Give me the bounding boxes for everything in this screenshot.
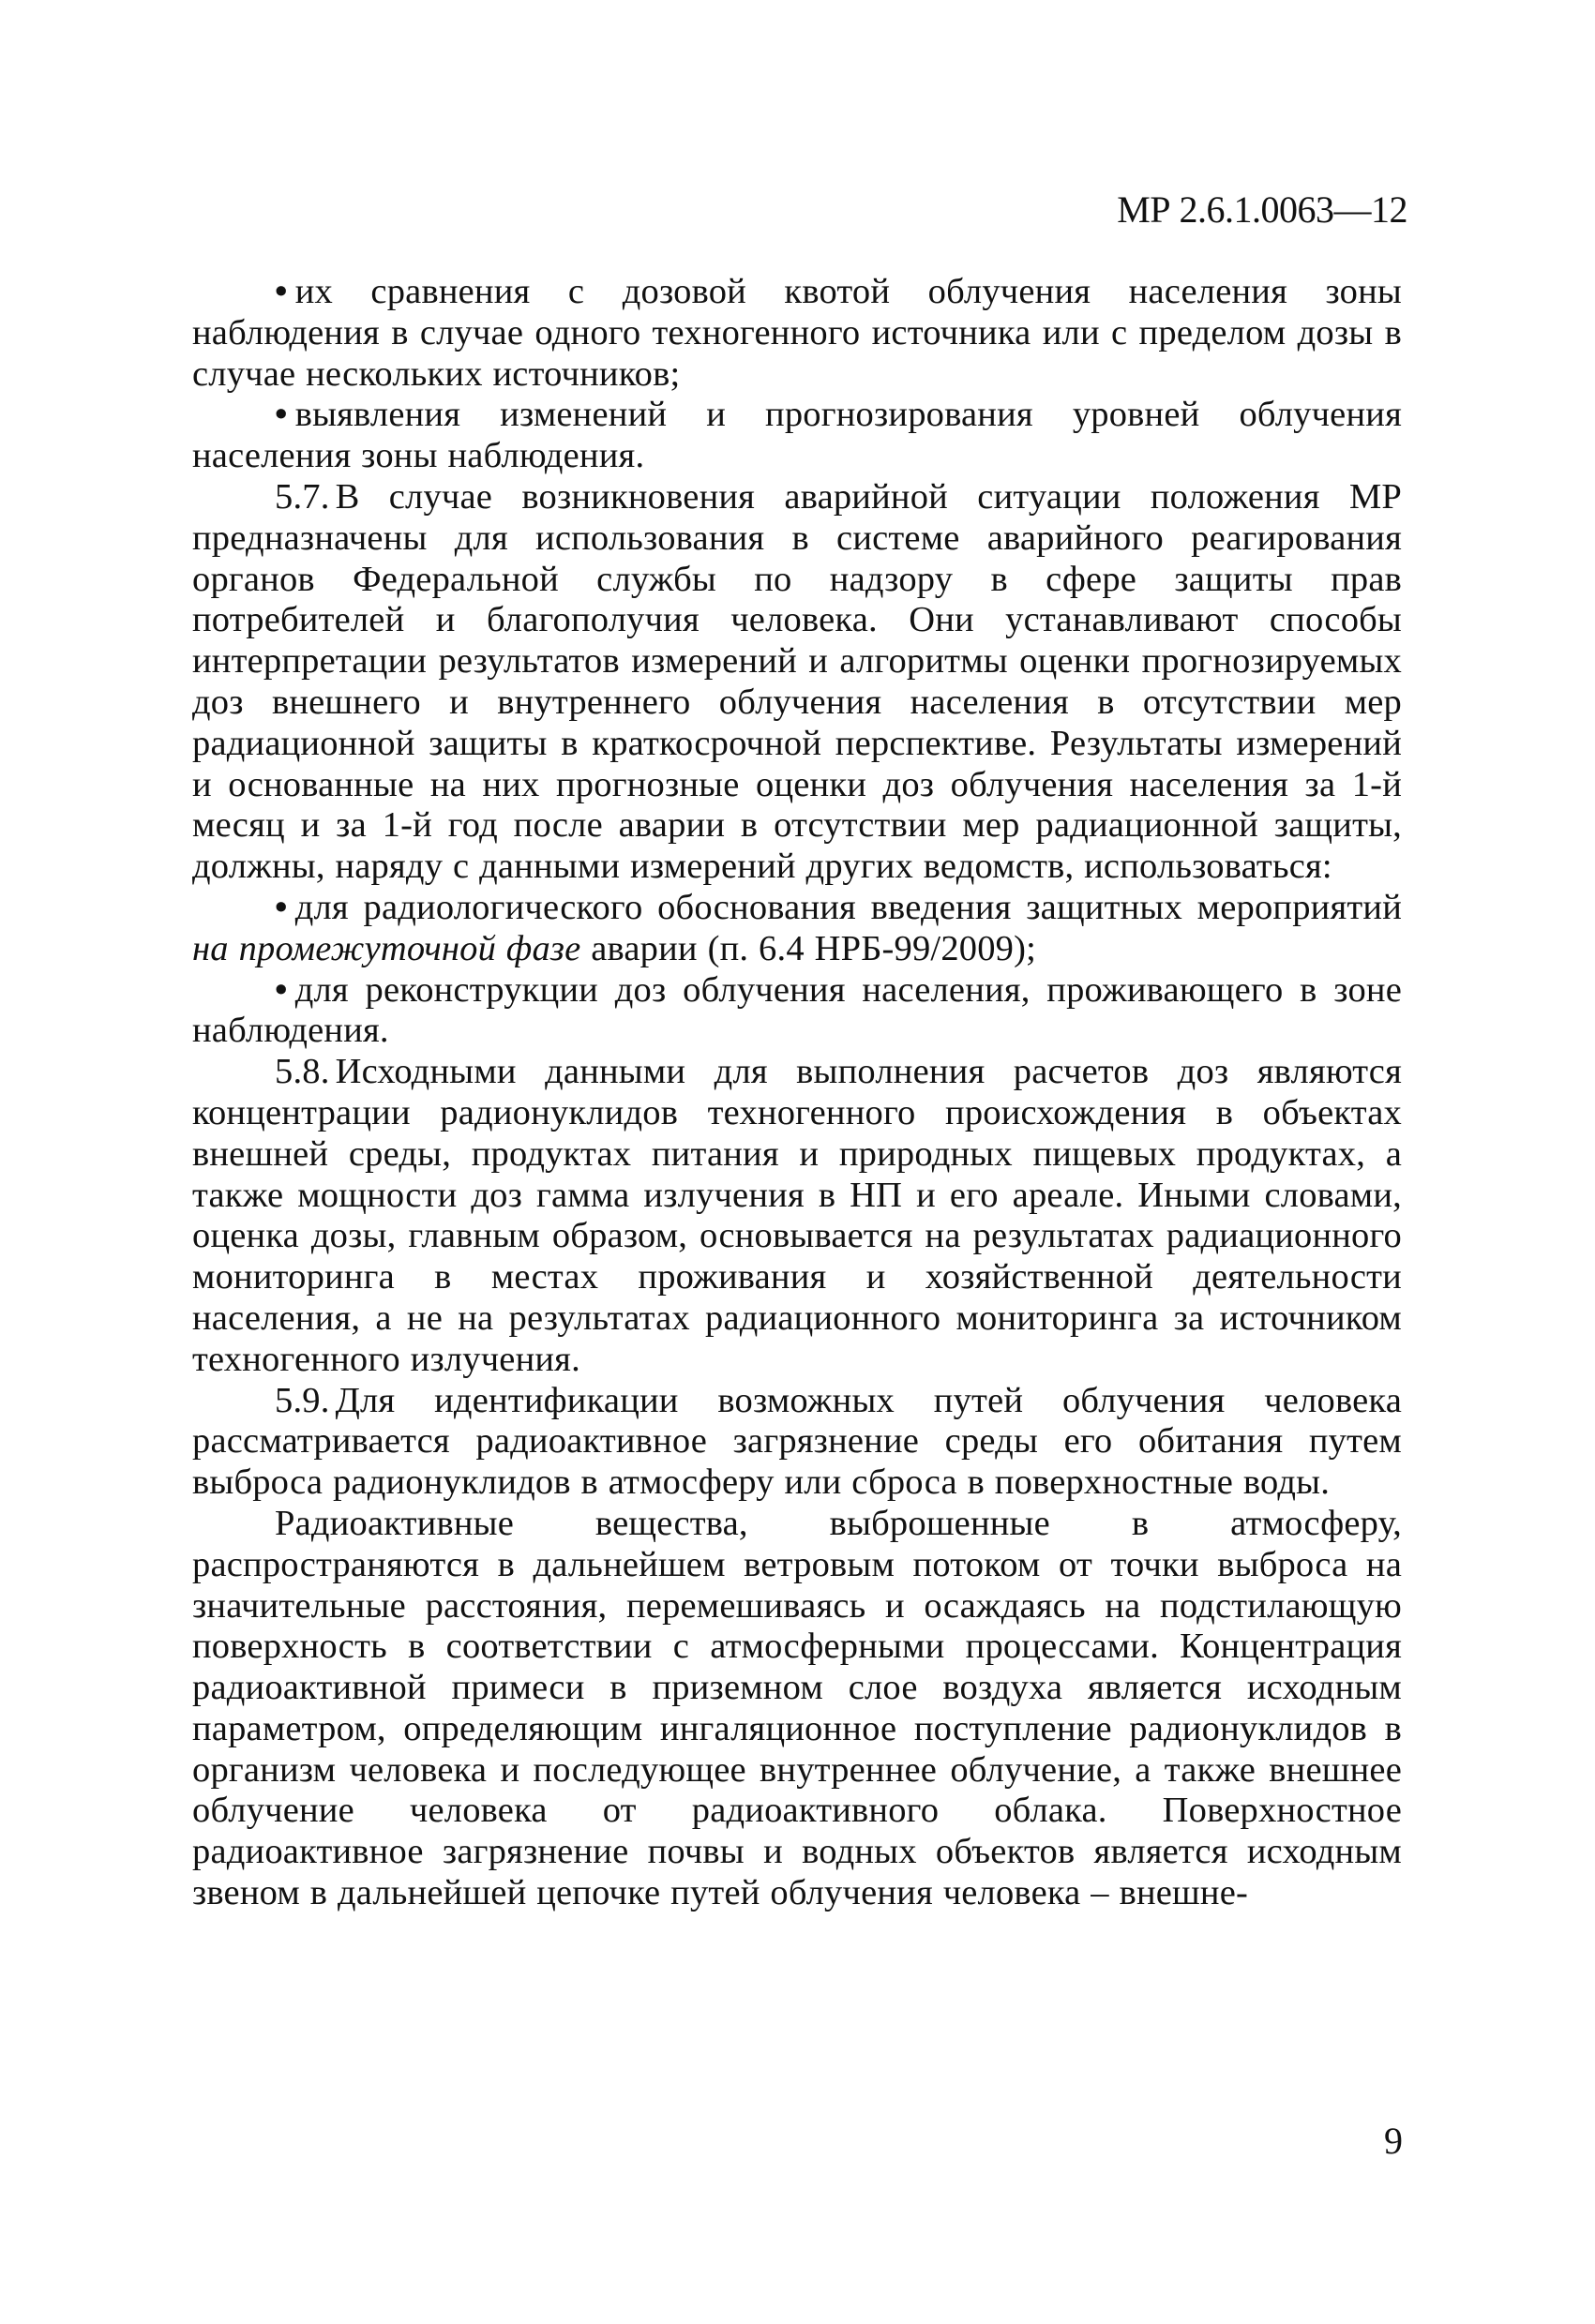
bullet-item bbox=[192, 888, 1402, 970]
bullet-item bbox=[192, 970, 1402, 1053]
section-number: 5.8. bbox=[275, 1052, 330, 1092]
bullet-item bbox=[192, 272, 1402, 395]
section-5-8 bbox=[192, 1052, 1402, 1380]
bullet-text-end: аварии (п. 6.4 НРБ-99/2009); bbox=[591, 928, 1037, 968]
section-text: В случае возникновения аварийной ситуации положения МР предназначены для использования в системе аварийного реагирования органов Федеральной службы по надзору в сфере защиты прав потребителей и благополучия человека. Они устанавливают способы интерпретации результатов измерений и алгоритмы оценки прогнозируемых доз внешнего и внутреннего облучения населения в отсутствии мер радиационной защиты в краткосрочной перспективе. Результаты измерений и основанные на них прогнозные оценки доз облучения населения за 1-й месяц и за 1-й год после аварии в отсутствии мер радиационной защиты, должны, наряду с данными измерений других ведомств, использоваться: bbox=[192, 476, 1402, 887]
section-text: Исходными данными для выполнения расчетов доз являются концентрации радионуклидов техногенного происхождения в объектах внешней среды, продуктах питания и природных пищевых продуктах, а также мощности доз гамма излучения в НП и его ареале. Иными словами, оценка дозы, главным образом, основывается на результатах радиационного мониторинга в местах проживания и хозяйственной деятельности населения, а не на результатах радиационного мониторинга за источником техногенного излучения. bbox=[192, 1052, 1402, 1379]
bullet-text: для реконструкции доз облучения населения, проживающего в зоне наблюдения. bbox=[192, 969, 1402, 1051]
document-code-header: МР 2.6.1.0063—12 bbox=[1117, 188, 1407, 231]
bullet-marker: • bbox=[275, 887, 288, 927]
section-text: Для идентификации возможных путей облучения человека рассматривается радиоактивное загрязнение среды его обитания путем выброса радионуклидов в атмосферу или сброса в поверхностные воды. bbox=[192, 1380, 1402, 1503]
bullet-text: выявления изменений и прогнозирования уровней облучения населения зоны наблюдения. bbox=[192, 395, 1402, 476]
main-text bbox=[192, 272, 1402, 1914]
bullet-text: для радиологического обоснования введения защитных мероприятий bbox=[294, 887, 1402, 927]
italic-phrase: на промежуточной фазе bbox=[192, 928, 581, 968]
bullet-marker: • bbox=[275, 395, 288, 435]
section-number: 5.9. bbox=[275, 1380, 330, 1420]
bullet-marker: • bbox=[275, 969, 288, 1010]
page-number: 9 bbox=[1384, 2120, 1403, 2162]
section-5-9 bbox=[192, 1381, 1402, 1504]
paragraph-radioactive-substances: Радиоактивные вещества, выброшенные в атмосферу, распространяются в дальнейшем ветровым потоком от точки выброса на значительные расстояния, перемешиваясь и осаждаясь на подстилающую поверхность в соответствии с атмосферными процессами. Концентрация радиоактивной примеси в приземном слое воздуха является исходным параметром, определяющим ингаляционное поступление радионуклидов в организм человека и последующее внутреннее облучение, а также внешнее облучение человека от радиоактивного облака. Поверхностное радиоактивное загрязнение почвы и водных объектов является исходным звеном в дальнейшей цепочке путей облучения человека – внешне- bbox=[192, 1503, 1402, 1913]
section-5-7 bbox=[192, 477, 1402, 888]
section-number: 5.7. bbox=[275, 476, 330, 517]
bullet-marker: • bbox=[275, 272, 288, 311]
bullet-text: их сравнения с дозовой квотой облучения населения зоны наблюдения в случае одного техногенного источника или с пределом дозы в случае нескольких источников; bbox=[192, 272, 1402, 394]
bullet-item bbox=[192, 395, 1402, 477]
